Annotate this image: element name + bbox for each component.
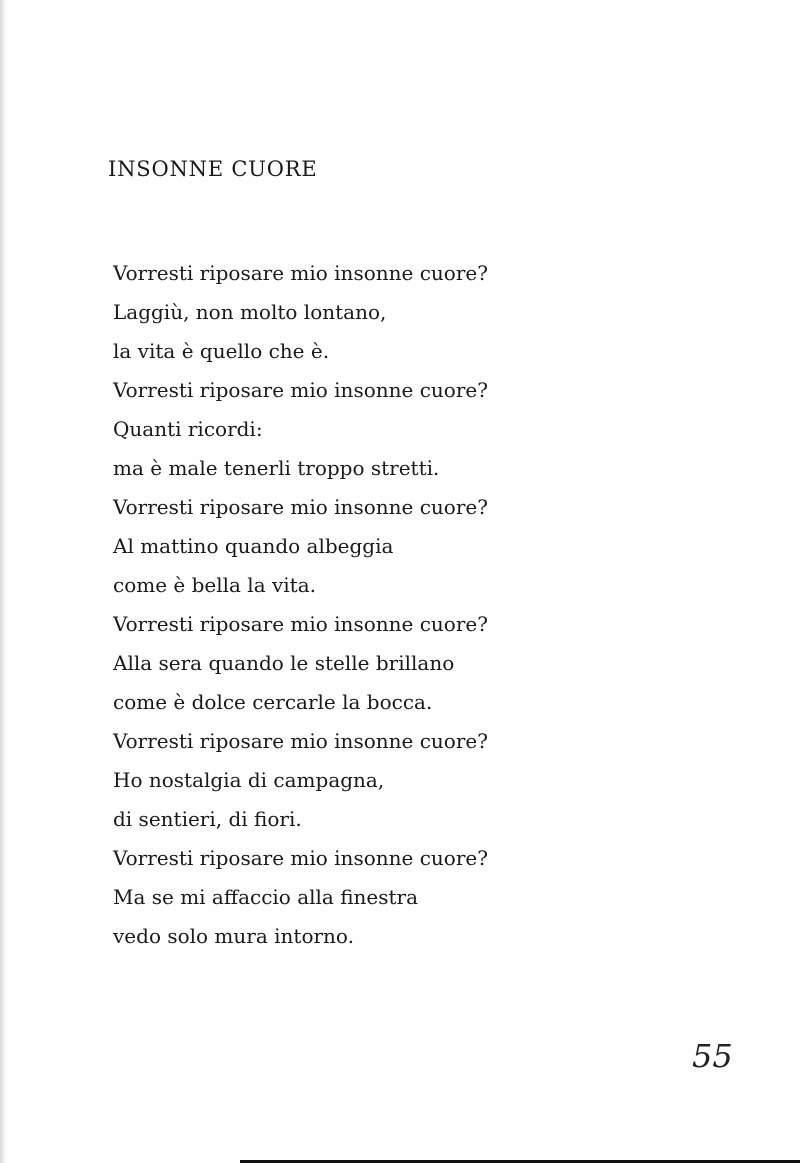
poem-line: Laggiù, non molto lontano,	[113, 300, 387, 324]
poem-line: Vorresti riposare mio insonne cuore?	[113, 495, 488, 519]
poem-line: vedo solo mura intorno.	[113, 924, 354, 948]
page-binding-shadow	[0, 0, 6, 1163]
poem-line: come è dolce cercarle la bocca.	[113, 690, 433, 714]
poem-body	[113, 254, 488, 956]
poem-line: Al mattino quando albeggia	[113, 534, 394, 558]
poem-line: Vorresti riposare mio insonne cuore?	[113, 729, 488, 753]
page-number: 55	[692, 1037, 733, 1075]
poem-line: Vorresti riposare mio insonne cuore?	[113, 846, 488, 870]
poem-line: come è bella la vita.	[113, 573, 316, 597]
poem-line: Ho nostalgia di campagna,	[113, 768, 385, 792]
poem-line: Vorresti riposare mio insonne cuore?	[113, 261, 488, 285]
poem-line: la vita è quello che è.	[113, 339, 330, 363]
poem-line: Quanti ricordi:	[113, 417, 263, 441]
poem-line: Alla sera quando le stelle brillano	[113, 651, 455, 675]
poem-title: INSONNE CUORE	[108, 157, 318, 181]
poem-line: Vorresti riposare mio insonne cuore?	[113, 378, 488, 402]
poem-line: ma è male tenerli troppo stretti.	[113, 456, 440, 480]
poem-line: Vorresti riposare mio insonne cuore?	[113, 612, 488, 636]
poem-line: di sentieri, di fiori.	[113, 807, 302, 831]
poem-line: Ma se mi affaccio alla finestra	[113, 885, 419, 909]
